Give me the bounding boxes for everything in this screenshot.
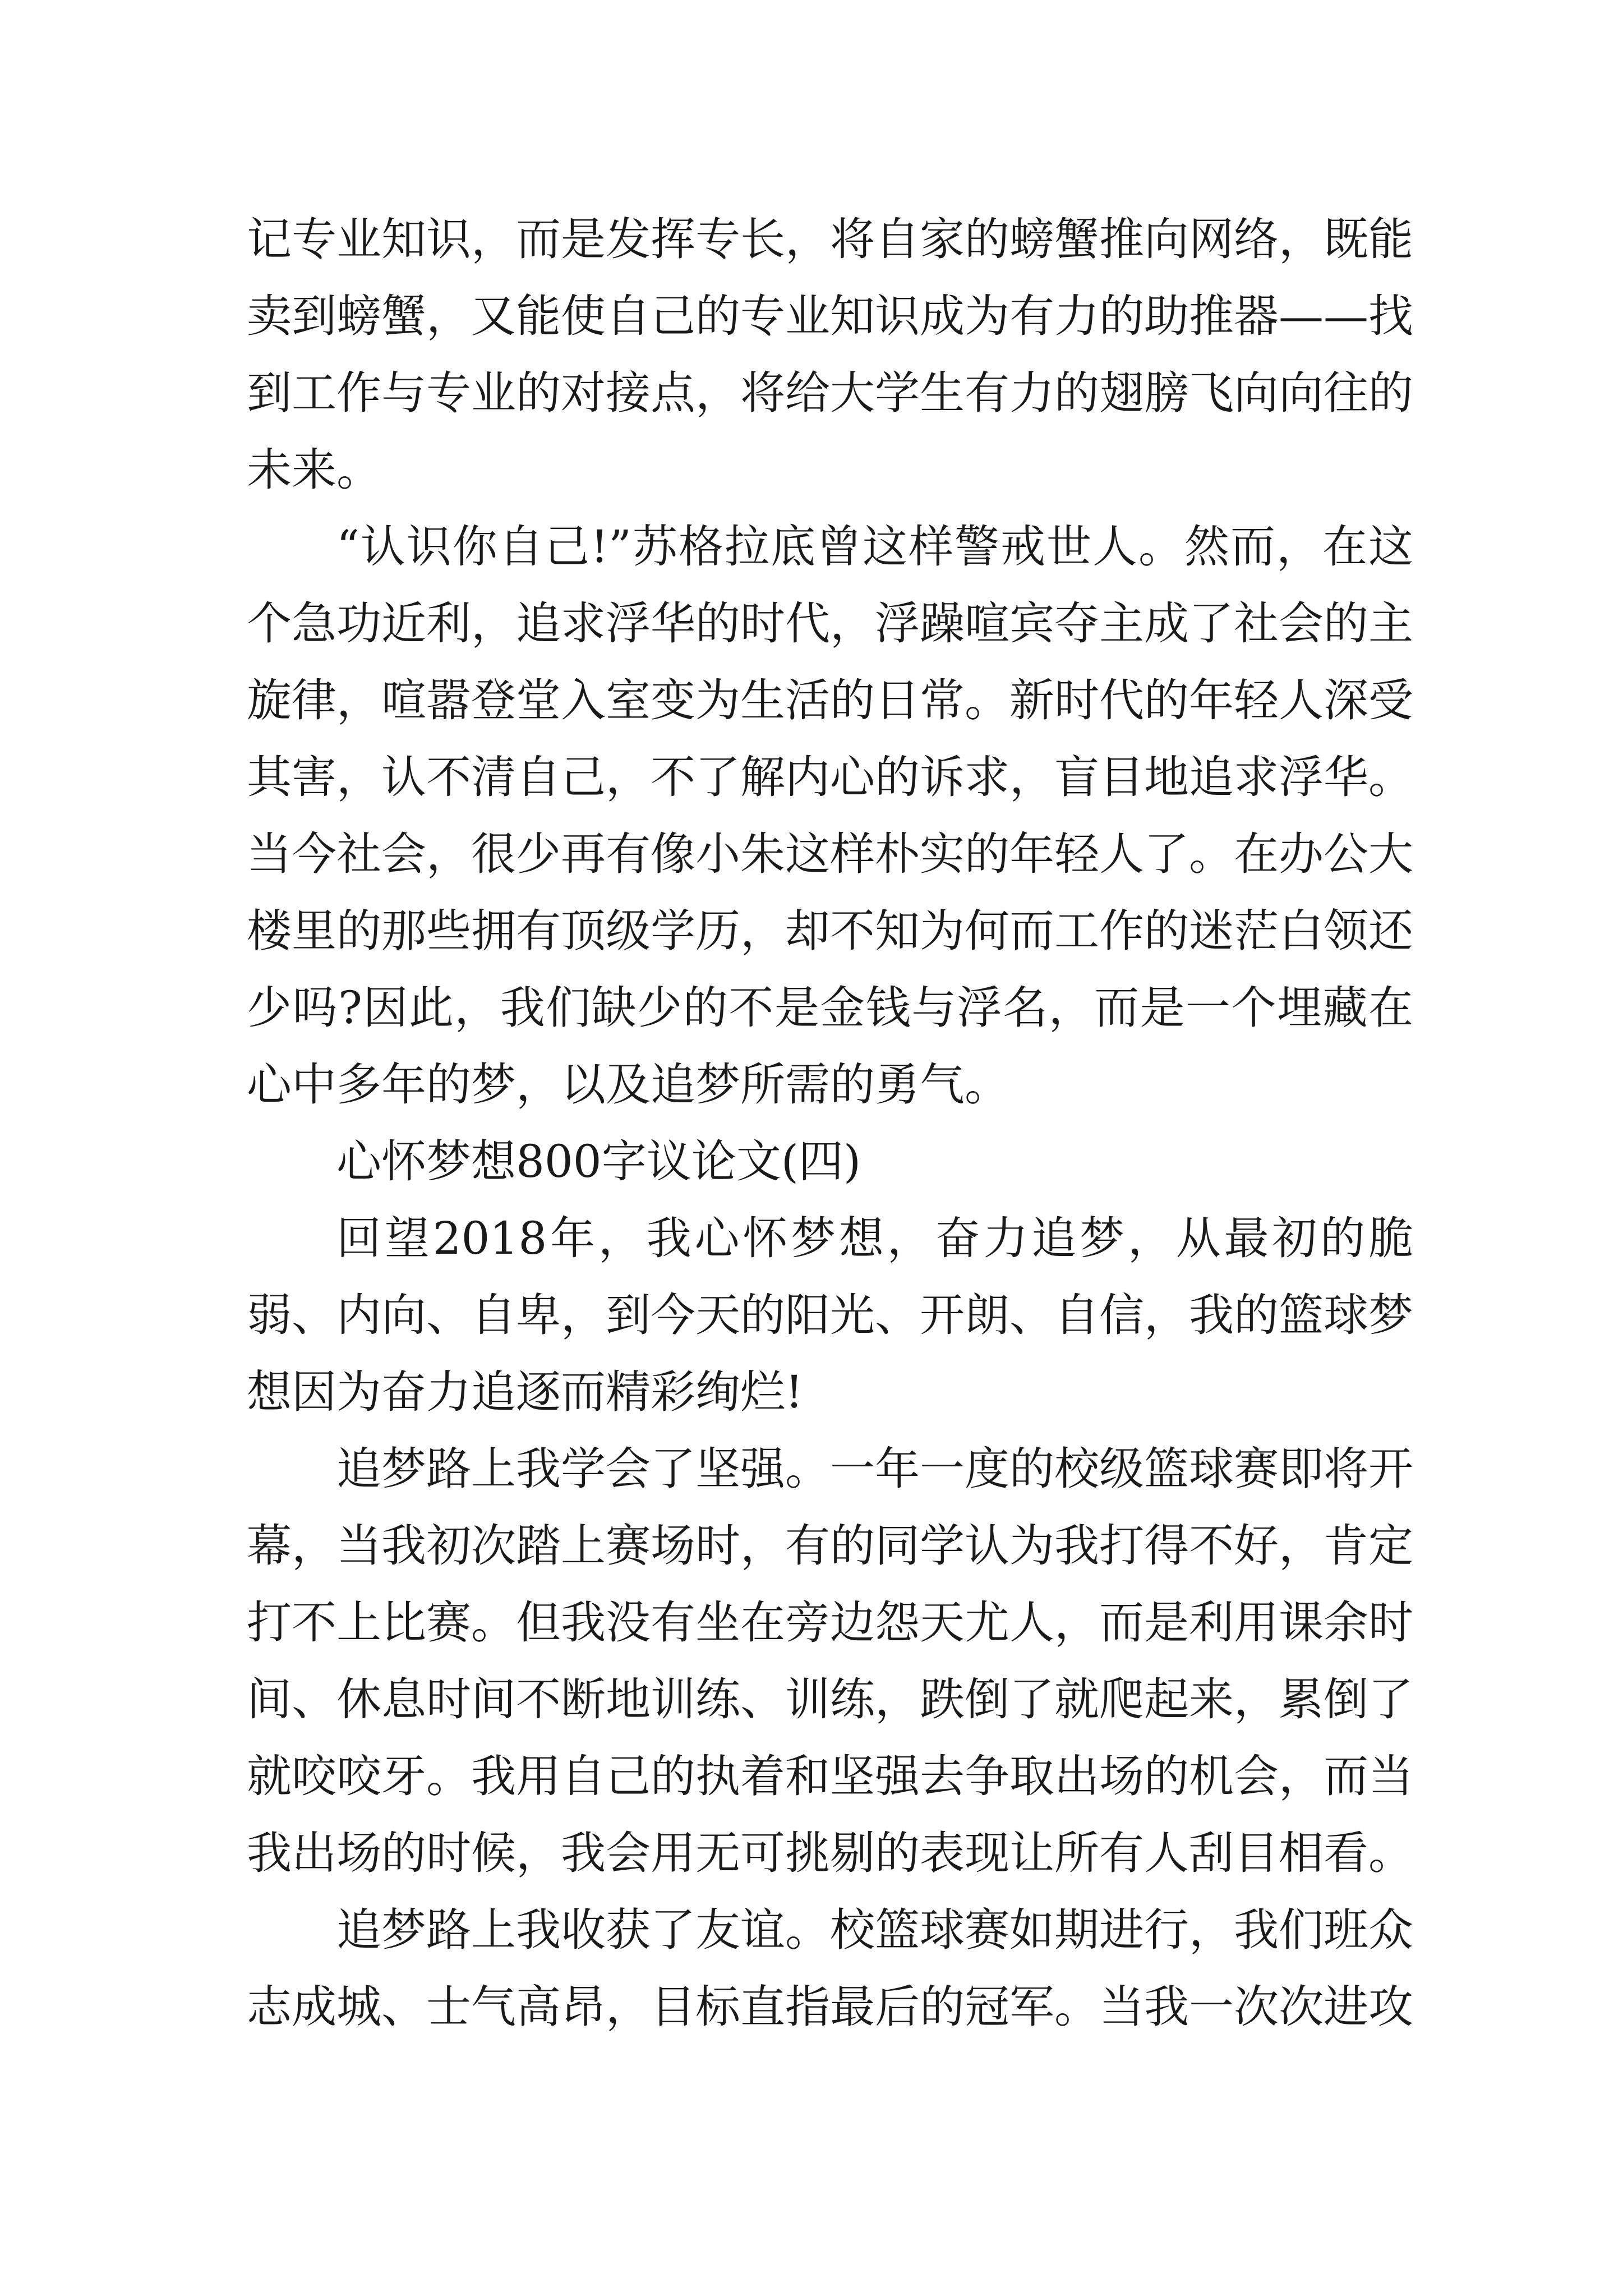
section-heading: 心怀梦想800字议论文(四) xyxy=(336,1135,861,1188)
paragraph-3: 回望2018年，我心怀梦想，奋力追梦，从最初的脆弱、内向、自卑，到今天的阳光、开朗、自信，我的篮球梦想因为奋力追逐而精彩绚烂! xyxy=(247,1212,1413,1418)
document-body xyxy=(247,201,1413,2045)
paragraph-4: 追梦路上我学会了坚强。一年一度的校级篮球赛即将开幕，当我初次踏上赛场时，有的同学认为我打得不好，肯定打不上比赛。但我没有坐在旁边怨天尤人，而是利用课余时间、休息时间不断地训练、训练，跌倒了就爬起来，累倒了就咬咬牙。我用自己的执着和坚强去争取出场的机会，而当我出场的时候，我会用无可挑剔的表现让所有人刮目相看。 xyxy=(247,1443,1413,1879)
paragraph-2: “认识你自己!”苏格拉底曾这样警戒世人。然而，在这个急功近利，追求浮华的时代，浮躁喧宾夺主成了社会的主旋律，喧嚣登堂入室变为生活的日常。新时代的年轻人深受其害，认不清自己，不了解内心的诉求，盲目地追求浮华。当今社会，很少再有像小朱这样朴实的年轻人了。在办公大楼里的那些拥有顶级学历，却不知为何而工作的迷茫白领还少吗?因此，我们缺少的不是金钱与浮名，而是一个埋藏在心中多年的梦，以及追梦所需的勇气。 xyxy=(247,521,1413,1111)
paragraph-1: 记专业知识，而是发挥专长，将自家的螃蟹推向网络，既能卖到螃蟹，又能使自己的专业知识成为有力的助推器——找到工作与专业的对接点，将给大学生有力的翅膀飞向向往的未来。 xyxy=(247,213,1413,496)
paragraph-5: 追梦路上我收获了友谊。校篮球赛如期进行，我们班众志成城、士气高昂，目标直指最后的冠军。当我一次次进攻 xyxy=(247,1904,1413,2033)
